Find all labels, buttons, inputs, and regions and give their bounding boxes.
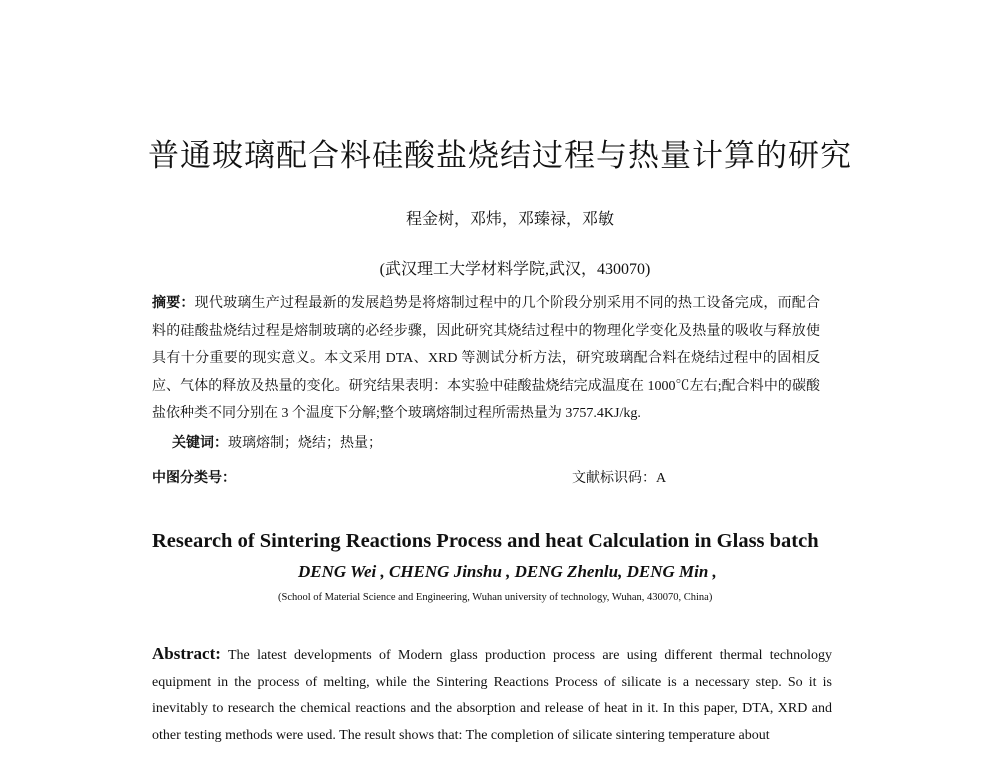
- document-code: 文献标识码：A: [572, 471, 667, 486]
- title-english: Research of Sintering Reactions Process and heat Calculation in Glass batch: [152, 530, 819, 552]
- authors-english: DENG Wei , CHENG Jinshu , DENG Zhenlu, DENG Min ,: [298, 562, 717, 581]
- title-chinese: 普通玻璃配合料硅酸盐烧结过程与热量计算的研究: [148, 138, 852, 173]
- affiliation-english: (School of Material Science and Engineering, Wuhan university of technology, Wuhan, 430070, China): [278, 592, 713, 603]
- keywords-chinese: [172, 432, 382, 452]
- classification-number: 中图分类号：: [152, 471, 236, 486]
- abstract-english: [152, 641, 832, 749]
- abstract-text-english: The latest developments of Modern glass production process are using different thermal technology equipment in the process of melting, while the Sintering Reactions Process of silicate is a necessary step. So it is inevitably to research the chemical reactions and the absorption and release of heat in it. In this paper, DTA, XRD and other testing methods were used. The result shows that: The completion of silicate sintering temperature about: [152, 648, 832, 743]
- keywords-label: 关键词：: [172, 436, 228, 451]
- abstract-label-english: Abstract:: [152, 644, 221, 663]
- abstract-label-chinese: 摘要：: [152, 296, 195, 311]
- abstract-text-chinese: 现代玻璃生产过程最新的发展趋势是将熔制过程中的几个阶段分别采用不同的热工设备完成，而配合料的硅酸盐烧结过程是熔制玻璃的必经步骤，因此研究其烧结过程中的物理化学变化及热量的吸收与释放使具有十分重要的现实意义。本文采用 DTA、XRD 等测试分析方法，研究玻璃配合料在烧结过程中的固相反应、气体的释放及热量的变化。研究结果表明：本实验中硅酸盐烧结完成温度在 1000℃左右;配合料中的碳酸盐依种类不同分别在 3 个温度下分解;整个玻璃熔制过程所需热量为 3757.4KJ/kg.: [152, 296, 821, 421]
- authors-chinese: 程金树，邓炜，邓臻禄，邓敏: [405, 211, 614, 228]
- affiliation-chinese: (武汉理工大学材料学院,武汉，430070): [379, 261, 651, 278]
- keywords-text: 玻璃熔制；烧结；热量；: [228, 436, 382, 451]
- abstract-chinese: [152, 290, 820, 428]
